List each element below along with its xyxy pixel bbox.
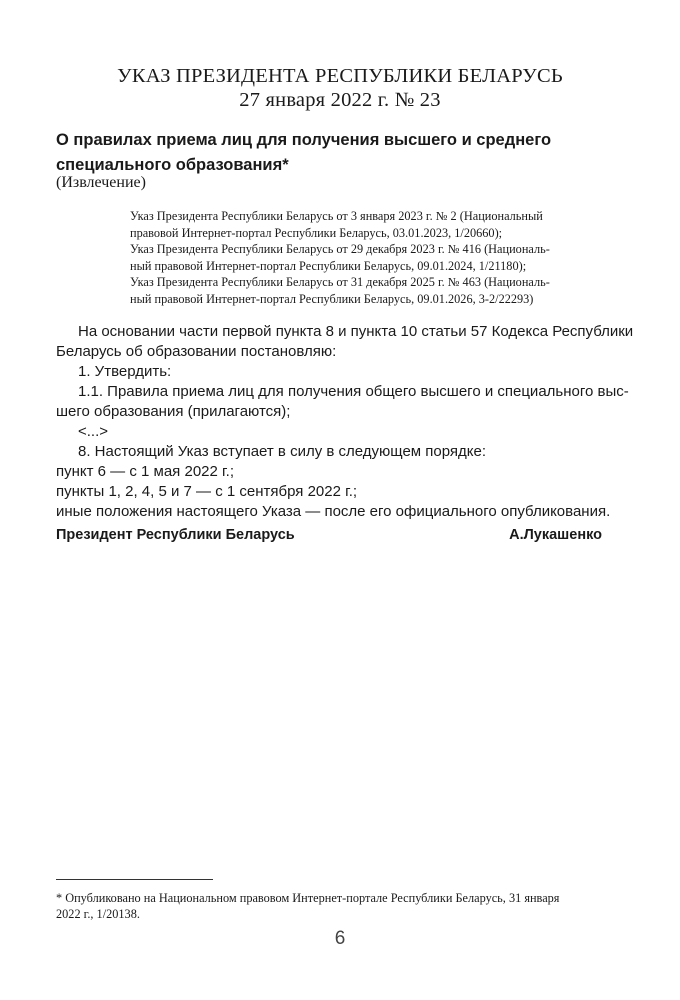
decree-body bbox=[56, 322, 634, 522]
body-line: пункты 1, 2, 4, 5 и 7 — с 1 сентября 2022 г.; bbox=[56, 483, 358, 500]
amendment-line: ный правовой Интернет-портал Республики Беларусь, 09.01.2026, 3-2/22293) bbox=[130, 291, 534, 306]
amendment-line: правовой Интернет-портал Республики Беларусь, 03.01.2023, 1/20660); bbox=[130, 225, 503, 240]
body-line: 8. Настоящий Указ вступает в силу в следующем порядке: bbox=[78, 443, 487, 460]
amendment-line: Указ Президента Республики Беларусь от 31 декабря 2025 г. № 463 (Националь- bbox=[130, 275, 550, 289]
body-line: пункт 6 — с 1 мая 2022 г.; bbox=[56, 463, 234, 480]
extract-note: (Извлечение) bbox=[56, 174, 146, 191]
body-line: шего образования (прилагаются); bbox=[56, 403, 291, 420]
footnote-line: * Опубликовано на Национальном правовом Интернет-портале Республики Беларусь, 31 января bbox=[56, 891, 560, 905]
amendment-line: Указ Президента Республики Беларусь от 29 декабря 2023 г. № 416 (Националь- bbox=[130, 242, 550, 256]
body-line: На основании части первой пункта 8 и пункта 10 статьи 57 Кодекса Республики bbox=[78, 323, 634, 340]
signatory-position: Президент Республики Беларусь bbox=[56, 527, 295, 543]
decree-title bbox=[56, 128, 616, 178]
amendments-list bbox=[130, 208, 625, 307]
footnote-divider bbox=[56, 879, 213, 880]
decree-date-number: 27 января 2022 г. № 23 bbox=[239, 89, 441, 111]
body-line: 1. Утвердить: bbox=[78, 363, 172, 380]
body-line: иные положения настоящего Указа — после его официального опубликования. bbox=[56, 503, 611, 520]
body-line: 1.1. Правила приема лиц для получения общего высшего и специального выс- bbox=[78, 383, 629, 400]
amendment-line: ный правовой Интернет-портал Республики Беларусь, 09.01.2024, 1/21180); bbox=[130, 258, 527, 273]
decree-title-line: О правилах приема лиц для получения высшего и среднего bbox=[56, 131, 552, 149]
signatory-name: А.Лукашенко bbox=[509, 527, 602, 543]
body-line: Беларусь об образовании постановляю: bbox=[56, 343, 337, 360]
page-number: 6 bbox=[334, 928, 346, 949]
decree-header: УКАЗ ПРЕЗИДЕНТА РЕСПУБЛИКИ БЕЛАРУСЬ bbox=[117, 65, 563, 87]
amendment-line: Указ Президента Республики Беларусь от 3 января 2023 г. № 2 (Национальный bbox=[130, 209, 543, 223]
ellipsis-marker: <...> bbox=[78, 423, 109, 440]
decree-title-line: специального образования* bbox=[56, 156, 289, 174]
footnote-line: 2022 г., 1/20138. bbox=[56, 907, 140, 921]
footnote bbox=[56, 890, 626, 922]
